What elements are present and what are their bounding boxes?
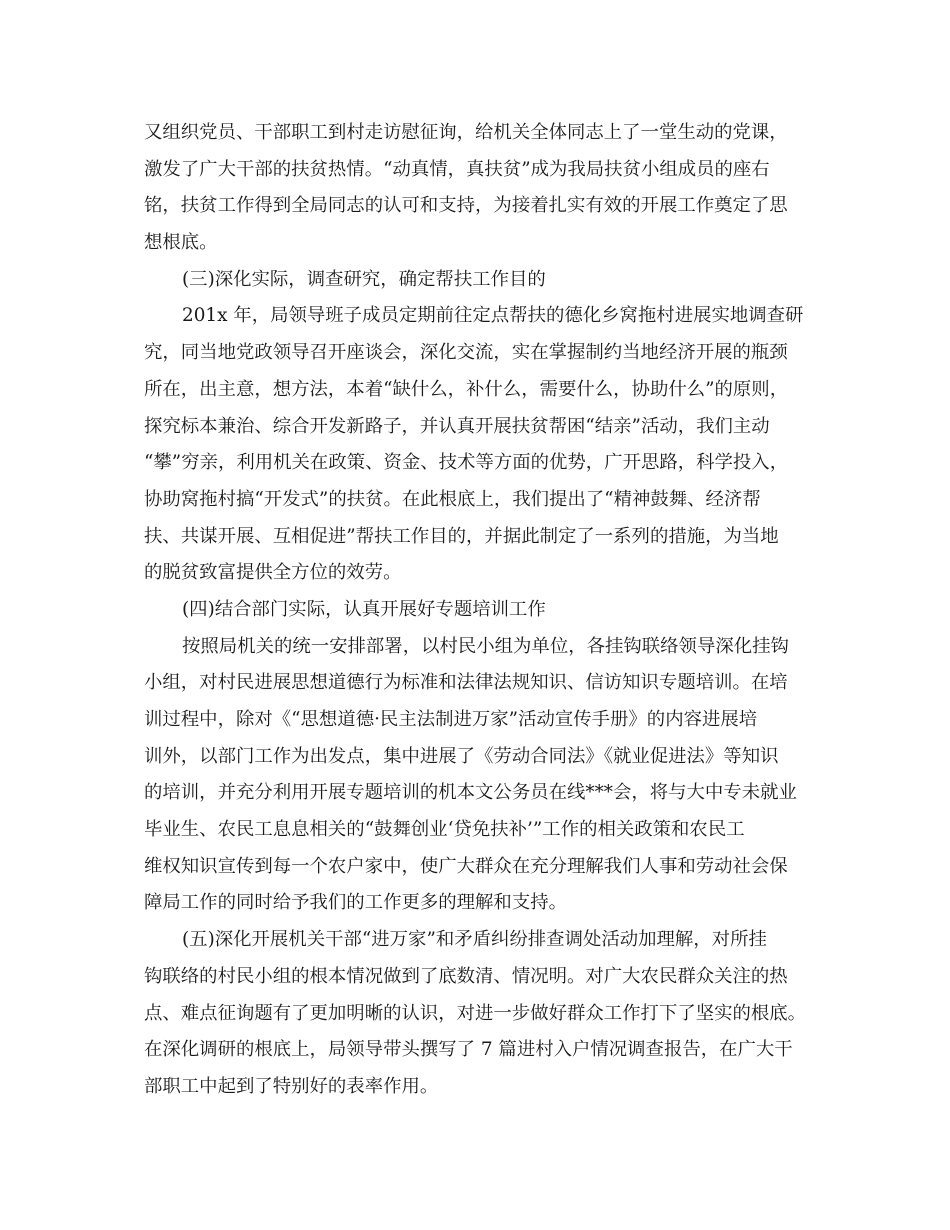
text-line: 钩联络的村民小组的根本情况做到了底数清、情况明。对广大农民群众关注的热 xyxy=(144,965,788,987)
section-heading-4 xyxy=(144,592,806,629)
text-line: 201x 年，局领导班子成员定期前往定点帮扶的德化乡窝拖村进展实地调查研 xyxy=(182,305,804,327)
paragraph-2 xyxy=(144,298,806,592)
text-line: 激发了广大干部的扶贫热情。“动真情，真扶贫”成为我局扶贫小组成员的座右 xyxy=(144,158,770,180)
text-line: 扶、共谋开展、互相促进”帮扶工作目的，并据此制定了一系列的措施，为当地 xyxy=(144,525,779,547)
text-line: 协助窝拖村搞“开发式”的扶贫。在此根底上，我们提出了“精神鼓舞、经济帮 xyxy=(144,488,761,510)
paragraph-1 xyxy=(144,115,806,262)
document-body xyxy=(144,115,806,1106)
text-line: “攀”穷亲，利用机关在政策、资金、技术等方面的优势，广开思路，科学投入， xyxy=(144,452,789,474)
paragraph-4 xyxy=(144,922,806,1105)
text-line: 想根底。 xyxy=(144,232,218,254)
paragraph-3 xyxy=(144,629,806,923)
text-line: 的脱贫致富提供全方位的效劳。 xyxy=(144,562,402,584)
text-line: 铭，扶贫工作得到全局同志的认可和支持，为接着扎实有效的开展工作奠定了思 xyxy=(144,195,788,217)
text-line: (五)深化开展机关干部“进万家”和矛盾纠纷排查调处活动加理解，对所挂 xyxy=(182,929,767,951)
text-line: 点、难点征询题有了更加明晰的认识，对进一步做好群众工作打下了坚实的根底。 xyxy=(144,1002,807,1024)
section-heading-text: (三)深化实际，调查研究，确定帮扶工作目的 xyxy=(182,268,546,290)
text-line: 又组织党员、干部职工到村走访慰征询，给机关全体同志上了一堂生动的党课， xyxy=(144,122,788,143)
section-heading-text: (四)结合部门实际，认真开展好专题培训工作 xyxy=(182,598,546,620)
text-line: 小组，对村民进展思想道德行为标准和法律法规知识、信访知识专题培训。在培 xyxy=(144,672,788,694)
text-line: 部职工中起到了特别好的表率作用。 xyxy=(144,1075,439,1097)
text-line: 在深化调研的根底上，局领导带头撰写了 7 篇进村入户情况调查报告，在广大干 xyxy=(144,1039,793,1061)
text-line: 按照局机关的统一安排部署，以村民小组为单位，各挂钩联络领导深化挂钩 xyxy=(182,635,789,657)
text-line: 维权知识宣传到每一个农户家中，使广大群众在充分理解我们人事和劳动社会保 xyxy=(144,855,788,877)
text-line: 训过程中，除对《“思想道德·民主法制进万家”活动宣传手册》的内容进展培 xyxy=(144,709,758,730)
text-line: 的培训，并充分利用开展专题培训的机本文公务员在线***会，将与大中专未就业 xyxy=(144,782,797,804)
text-line: 训外，以部门工作为出发点，集中进展了《劳动合同法》《就业促进法》等知识 xyxy=(144,745,779,767)
section-heading-3 xyxy=(144,262,806,299)
text-line: 所在，出主意，想方法，本着“缺什么，补什么，需要什么，协助什么”的原则， xyxy=(144,378,789,400)
text-line: 毕业生、农民工息息相关的“鼓舞创业‘贷免扶补’”工作的相关政策和农民工 xyxy=(144,819,745,841)
text-line: 探究标本兼治、综合开发新路子，并认真开展扶贫帮困“结亲”活动，我们主动 xyxy=(144,415,770,437)
text-line: 究，同当地党政领导召开座谈会，深化交流，实在掌握制约当地经济开展的瓶颈 xyxy=(144,342,788,364)
text-line: 障局工作的同时给予我们的工作更多的理解和支持。 xyxy=(144,892,567,914)
